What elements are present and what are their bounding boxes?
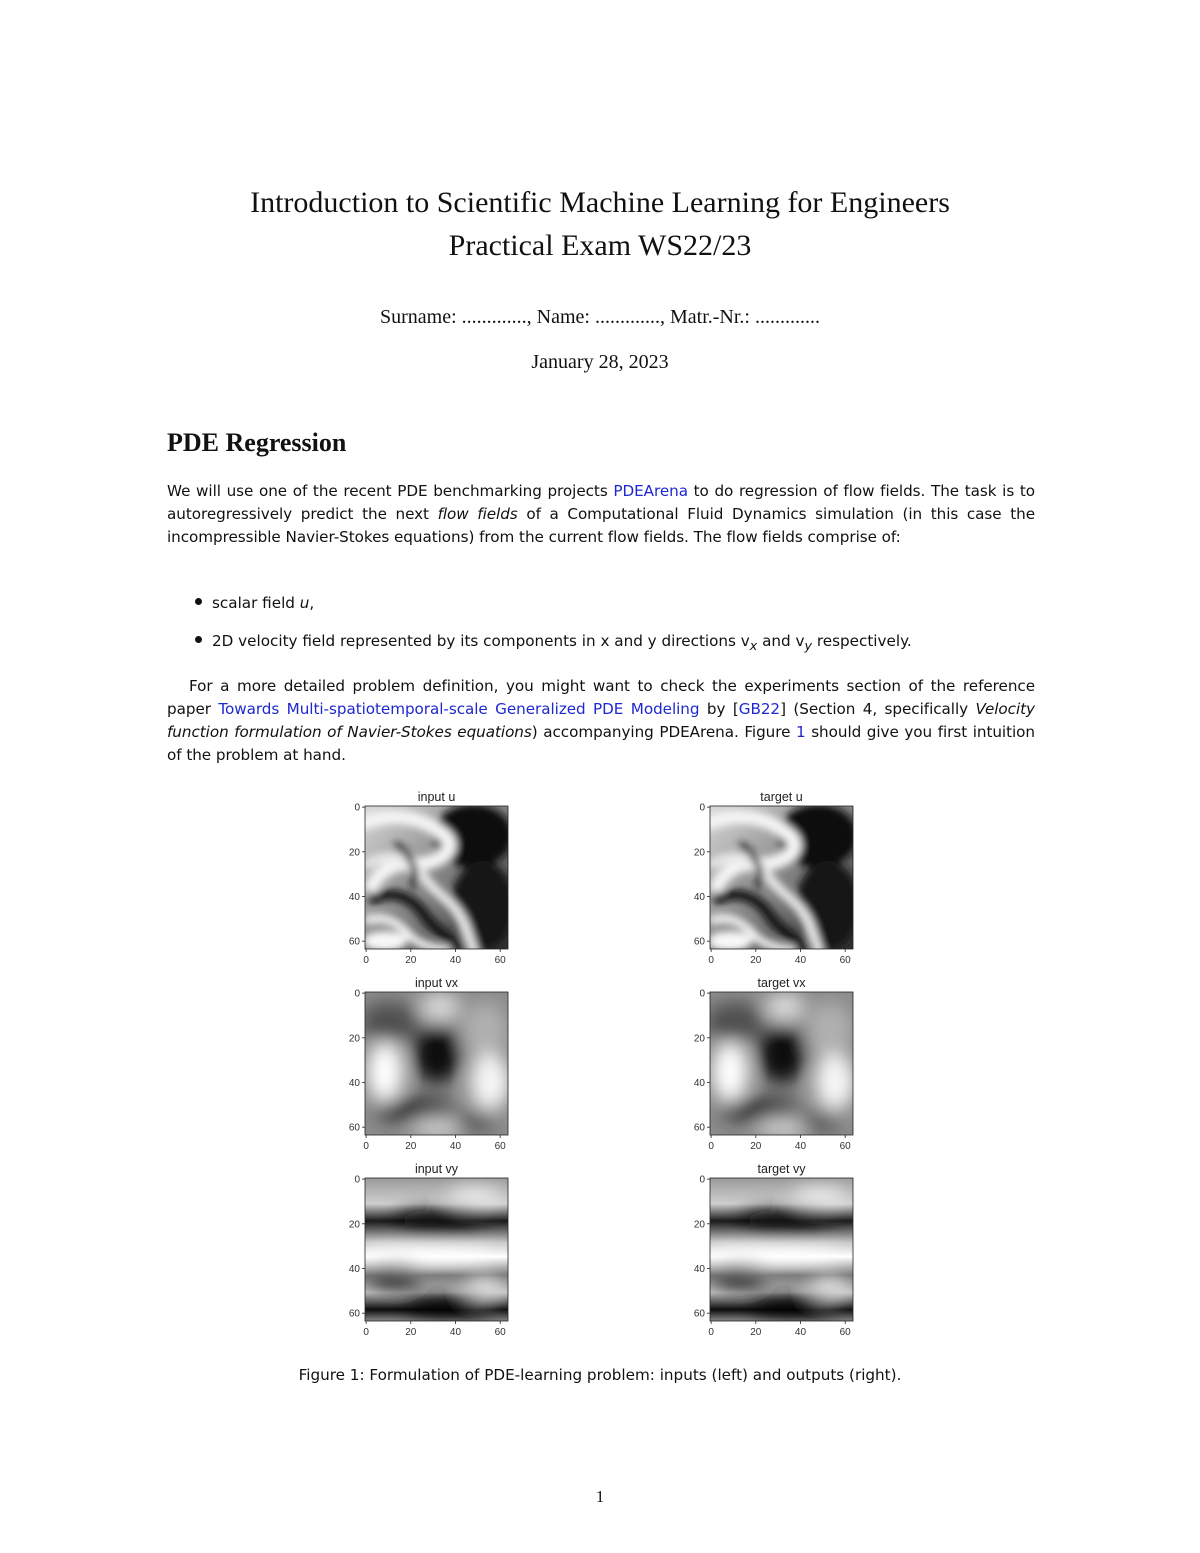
heatmap-panel bbox=[694, 1162, 853, 1338]
y-tick-label: 0 bbox=[354, 1174, 360, 1186]
y-tick-label: 60 bbox=[693, 1308, 705, 1320]
y-tick-label: 0 bbox=[699, 802, 705, 814]
pdearena-link[interactable]: PDEArena bbox=[613, 482, 688, 500]
panels-layer bbox=[349, 790, 860, 1338]
x-tick-label: 20 bbox=[750, 1141, 762, 1152]
page-number: 1 bbox=[595, 1487, 605, 1506]
y-tick-label: 20 bbox=[348, 847, 360, 859]
reference-paragraph: For a more detailed problem definition, you might want to check the experiments section of the reference paper Towards Multi-spatiotemporal-scale Generalized PDE Modeling by [GB22] (Section 4, specifically Velocity function formulation of Navier-Stokes equations) accompanying PDEArena. Figure 1 should give you first intuition of the problem at hand. bbox=[167, 677, 1035, 764]
x-tick-label: 40 bbox=[794, 955, 807, 966]
heatmap-panel bbox=[349, 1162, 508, 1338]
y-tick-label: 20 bbox=[348, 1033, 360, 1045]
reference-emphasis: Velocity function formulation of Navier-Stokes equations bbox=[167, 700, 1035, 741]
intro-paragraph bbox=[167, 480, 1035, 549]
figure-1 bbox=[330, 785, 870, 1345]
document-title: Introduction to Scientific Machine Learning for Engineers bbox=[250, 186, 950, 219]
x-tick-label: 0 bbox=[363, 955, 369, 966]
document-subtitle: Practical Exam WS22/23 bbox=[448, 229, 752, 262]
heatmap-image bbox=[700, 1178, 853, 1321]
y-tick-label: 40 bbox=[693, 891, 705, 903]
y-tick-label: 0 bbox=[699, 988, 705, 1000]
x-tick-label: 0 bbox=[363, 1141, 369, 1152]
heatmap-image bbox=[705, 804, 860, 956]
y-tick-label: 20 bbox=[348, 1219, 360, 1231]
panel-title: target u bbox=[760, 790, 803, 804]
x-tick-label: 0 bbox=[708, 1327, 714, 1338]
heatmap-panel bbox=[694, 790, 860, 966]
heatmap-image bbox=[360, 992, 510, 1137]
x-tick-label: 60 bbox=[839, 1327, 851, 1338]
list-item: scalar field u, bbox=[195, 594, 314, 612]
x-tick-label: 60 bbox=[494, 1141, 506, 1152]
y-tick-label: 40 bbox=[348, 1263, 360, 1275]
heatmap-panel bbox=[694, 976, 855, 1152]
y-tick-label: 60 bbox=[693, 1122, 705, 1134]
x-tick-label: 20 bbox=[405, 955, 417, 966]
x-tick-label: 60 bbox=[839, 1141, 851, 1152]
x-tick-label: 20 bbox=[750, 955, 762, 966]
y-tick-label: 60 bbox=[348, 1122, 360, 1134]
y-tick-label: 60 bbox=[693, 936, 705, 948]
heatmap-image bbox=[705, 992, 855, 1137]
x-tick-label: 0 bbox=[708, 955, 714, 966]
y-tick-label: 0 bbox=[699, 1174, 705, 1186]
student-info-line: Surname: ............., Name: ............., Matr.-Nr.: ............. bbox=[380, 306, 820, 328]
intro-text-c: of a Computational Fluid Dynamics simulation (in this case the incompressible Navier-Stokes equations) from the current flow fields. The flow fields comprise of: bbox=[167, 505, 1035, 546]
panel-title: target vy bbox=[757, 1162, 806, 1176]
document-date: January 28, 2023 bbox=[531, 351, 669, 373]
x-tick-label: 60 bbox=[494, 1327, 506, 1338]
y-tick-label: 60 bbox=[348, 936, 360, 948]
section-heading: PDE Regression bbox=[167, 428, 347, 457]
x-tick-label: 40 bbox=[449, 955, 462, 966]
x-tick-label: 60 bbox=[839, 955, 851, 966]
figure-caption: Figure 1: Formulation of PDE-learning problem: inputs (left) and outputs (right). bbox=[298, 1366, 902, 1384]
y-tick-label: 20 bbox=[693, 1219, 705, 1231]
x-tick-label: 20 bbox=[405, 1327, 417, 1338]
x-tick-label: 20 bbox=[405, 1141, 417, 1152]
x-tick-label: 0 bbox=[708, 1141, 714, 1152]
y-tick-label: 40 bbox=[348, 891, 360, 903]
x-tick-label: 20 bbox=[750, 1327, 762, 1338]
x-tick-label: 40 bbox=[794, 1141, 807, 1152]
bullet-icon bbox=[195, 636, 202, 643]
y-tick-label: 0 bbox=[354, 802, 360, 814]
x-tick-label: 60 bbox=[494, 955, 506, 966]
y-tick-label: 0 bbox=[354, 988, 360, 1000]
figure-panels bbox=[330, 785, 870, 1345]
citation-link[interactable]: GB22 bbox=[738, 700, 781, 718]
heatmap-panel bbox=[349, 790, 515, 966]
x-tick-label: 40 bbox=[449, 1141, 462, 1152]
y-tick-label: 40 bbox=[693, 1077, 705, 1089]
panel-title: target vx bbox=[757, 976, 806, 990]
heatmap-panel bbox=[349, 976, 510, 1152]
intro-text-a: We will use one of the recent PDE benchmarking projects bbox=[167, 482, 614, 500]
intro-text-b: to do regression of flow fields. The task is to autoregressively predict the next bbox=[167, 482, 1035, 523]
heatmap-image bbox=[360, 804, 515, 956]
y-tick-label: 40 bbox=[348, 1077, 360, 1089]
y-tick-label: 20 bbox=[693, 847, 705, 859]
list-item: 2D velocity field represented by its components in x and y directions $v_x$ and $v_y$ respectively. bbox=[195, 632, 912, 653]
panel-title: input vy bbox=[414, 1162, 459, 1176]
intro-emphasis: flow fields bbox=[437, 505, 518, 523]
panel-title: input vx bbox=[414, 976, 459, 990]
y-tick-label: 20 bbox=[693, 1033, 705, 1045]
panel-title: input u bbox=[417, 790, 456, 804]
x-tick-label: 40 bbox=[794, 1327, 807, 1338]
y-tick-label: 40 bbox=[693, 1263, 705, 1275]
y-tick-label: 60 bbox=[348, 1308, 360, 1320]
figure-ref-link[interactable]: 1 bbox=[795, 723, 806, 741]
bullet-icon bbox=[195, 598, 202, 605]
heatmap-image bbox=[355, 1178, 508, 1321]
x-tick-label: 0 bbox=[363, 1327, 369, 1338]
reference-paper-link[interactable]: Towards Multi-spatiotemporal-scale Generalized PDE Modeling bbox=[218, 700, 700, 718]
x-tick-label: 40 bbox=[449, 1327, 462, 1338]
